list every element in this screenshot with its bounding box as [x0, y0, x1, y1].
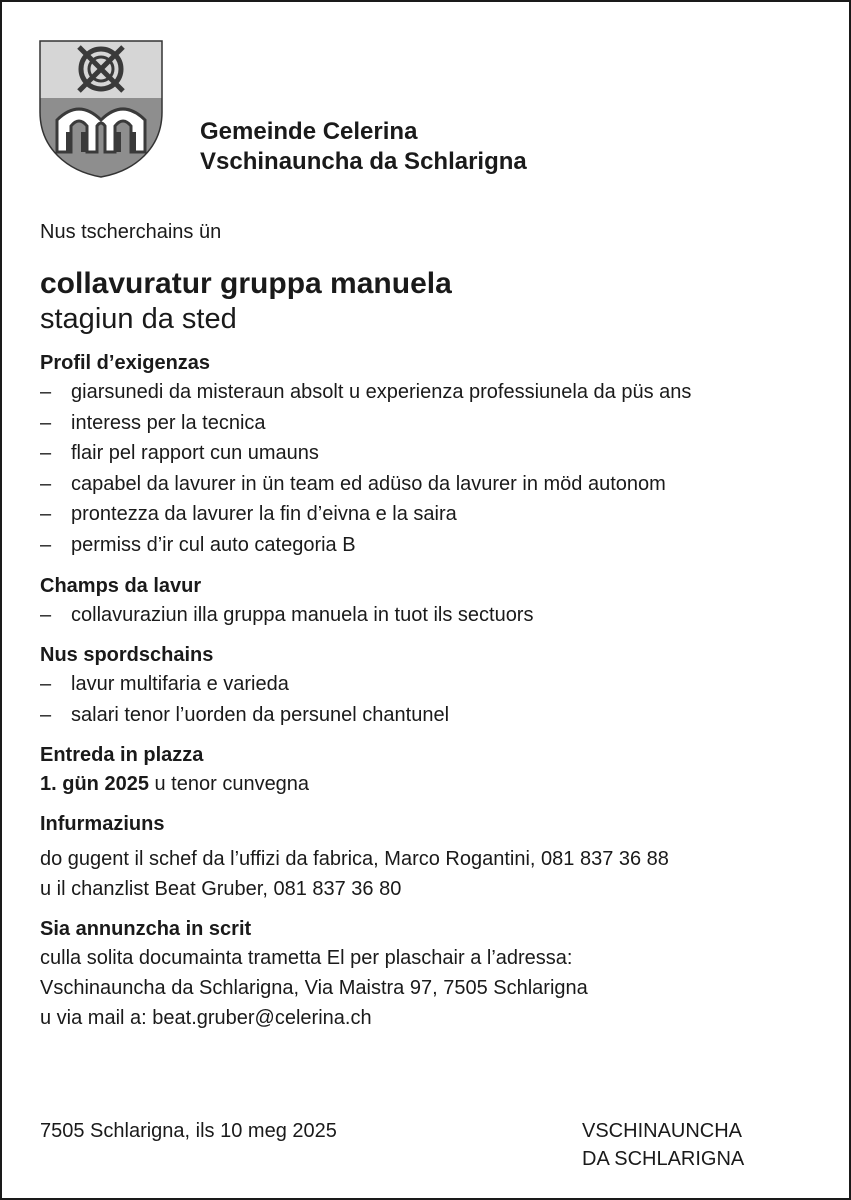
info-line: do gugent il schef da l’uffizi da fabrica, Marco Rogantini, 081 837 36 88 — [40, 848, 669, 871]
job-title: collavuratur gruppa manuela — [40, 267, 452, 300]
field-section — [40, 573, 825, 631]
info-line: u il chanzlist Beat Gruber, 081 837 36 80 — [40, 878, 402, 901]
list-item: – salari tenor l’uorden da persunel chantunel — [40, 700, 825, 731]
coat-of-arms-icon — [39, 40, 163, 178]
offer-section — [40, 642, 825, 730]
info-heading: Infurmaziuns — [40, 813, 165, 836]
requirements-heading: Profil d’exigenzas — [40, 352, 211, 374]
list-item: – capabel da lavurer in ün team ed adüso da lavurer in möd autonom — [40, 469, 825, 500]
organization-name — [200, 117, 527, 177]
apply-heading: Sia annunzcha in scrit — [40, 918, 252, 941]
start-date — [40, 769, 825, 799]
content — [40, 218, 825, 1033]
apply-section — [40, 916, 825, 1033]
offer-list — [40, 669, 825, 730]
job-subtitle: stagiun da sted — [40, 303, 237, 335]
list-item: – giarsunedi da misteraun absolt u experienza professiunela da püs ans — [40, 377, 825, 408]
list-item: – collavuraziun illa gruppa manuela in tuot ils sectuors — [40, 600, 825, 631]
org-name-romansh: Vschinauncha da Schlarigna — [200, 148, 527, 175]
list-item: – prontezza da lavurer la fin d’eivna e la saira — [40, 499, 825, 530]
field-heading: Champs da lavur — [40, 574, 202, 597]
offer-heading: Nus spordschains — [40, 644, 214, 667]
apply-line: culla solita documainta trametta El per plaschair a l’adressa: — [40, 947, 573, 970]
intro-text: Nus tscherchains ün — [40, 221, 222, 243]
apply-email: u via mail a: beat.gruber@celerina.ch — [40, 1007, 372, 1030]
apply-address: Vschinauncha da Schlarigna, Via Maistra 97, 7505 Schlarigna — [40, 977, 588, 1000]
start-date-rest: u tenor cunvegna — [148, 773, 310, 796]
requirements-list — [40, 377, 825, 561]
list-item: – permiss d’ir cul auto categoria B — [40, 530, 825, 561]
start-section — [40, 742, 825, 799]
signature — [582, 1117, 744, 1173]
header — [39, 40, 527, 178]
signature-line: VSCHINAUNCHA — [582, 1120, 743, 1142]
info-section — [40, 811, 825, 904]
place-date: 7505 Schlarigna, ils 10 meg 2025 — [40, 1120, 337, 1142]
requirements-section — [40, 350, 825, 561]
field-list — [40, 600, 825, 631]
start-date-bold: 1. gün 2025 — [40, 773, 149, 796]
list-item: – flair pel rapport cun umauns — [40, 438, 825, 469]
list-item: – interess per la tecnica — [40, 408, 825, 439]
signature-line: DA SCHLARIGNA — [582, 1148, 745, 1170]
org-name-german: Gemeinde Celerina — [200, 118, 418, 145]
start-heading: Entreda in plazza — [40, 744, 204, 767]
list-item: – lavur multifaria e varieda — [40, 669, 825, 700]
